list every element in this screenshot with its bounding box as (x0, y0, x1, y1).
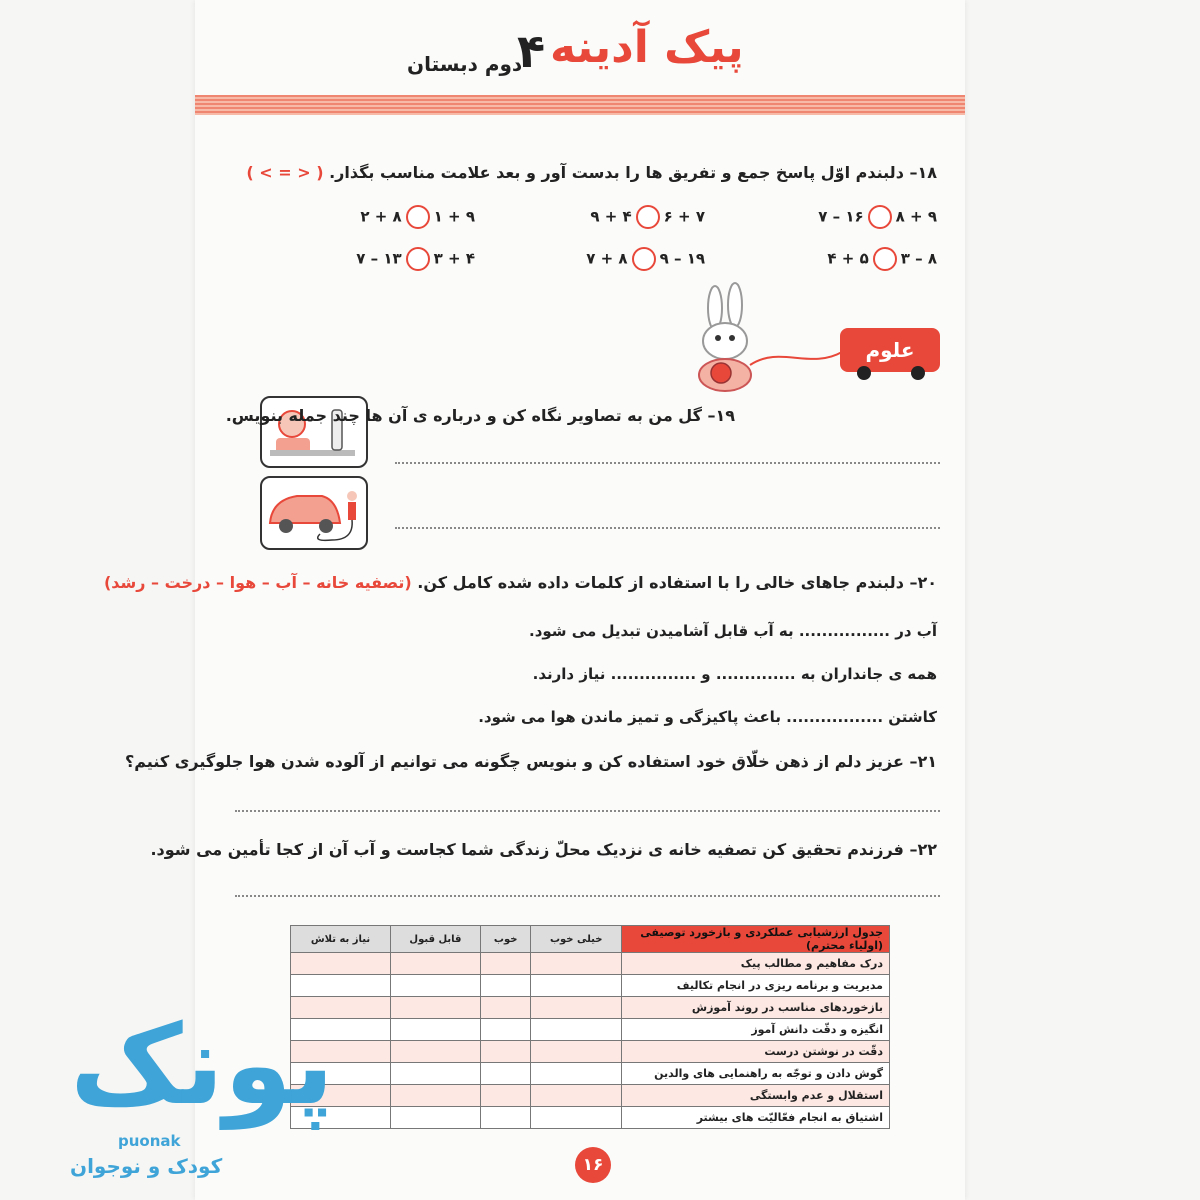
rating-cell[interactable] (390, 1041, 480, 1063)
column-header: نیاز به تلاش (291, 926, 391, 953)
comparison-left: ۱۹ – ۹ (659, 249, 705, 268)
rating-cell[interactable] (531, 953, 622, 975)
comparison-answer-circle[interactable] (873, 247, 897, 271)
question-21-text: ۲۱– عزیز دلم از ذهن خلّاق خود استفاده کن و بنویس چگونه می توانیم از آلوده شدن هوا جلوگیری کنیم؟ (124, 752, 937, 771)
rating-cell[interactable] (390, 1063, 480, 1085)
criterion-cell: مدیریت و برنامه ریزی در انجام تکالیف (622, 975, 890, 997)
comparison-item (590, 205, 705, 229)
rating-cell[interactable] (390, 1107, 480, 1129)
comparison-item (360, 205, 475, 229)
comparison-left: ۹ + ۱ (433, 207, 475, 226)
question-22-text: ۲۲– فرزندم تحقیق کن تصفیه خانه ی نزدیک محلّ زندگی شما کجاست و آب آن از کجا تأمین می شود. (150, 840, 937, 859)
comparison-right: ۱۳ – ۷ (356, 249, 402, 268)
answer-line[interactable] (395, 462, 940, 464)
column-header: خیلی خوب (531, 926, 622, 953)
booklet-title: پیک آدینه (550, 22, 744, 73)
fill-blank-line: آب در ................ به آب قابل آشامیدن تبدیل می شود. (529, 622, 937, 640)
logo-subtitle: کودک و نوجوان (70, 1154, 223, 1178)
string-icon (750, 340, 845, 370)
booklet-number: ۴ (517, 24, 546, 78)
table-row (291, 953, 890, 975)
rating-cell[interactable] (291, 975, 391, 997)
answer-line[interactable] (235, 895, 940, 897)
table-row (291, 975, 890, 997)
criterion-cell: درک مفاهیم و مطالب پیک (622, 953, 890, 975)
question-20-text: ۲۰– دلبندم جاهای خالی را با استفاده از کلمات داده شده کامل کن. (417, 573, 937, 592)
comparison-item (586, 247, 705, 271)
rating-cell[interactable] (531, 1063, 622, 1085)
comparison-right: ۱۶ – ۷ (818, 207, 864, 226)
rating-cell[interactable] (480, 997, 531, 1019)
column-header: قابل قبول (390, 926, 480, 953)
rating-cell[interactable] (480, 1041, 531, 1063)
question-20 (104, 573, 937, 592)
rating-cell[interactable] (480, 1019, 531, 1041)
table-row (291, 1019, 890, 1041)
rating-cell[interactable] (480, 953, 531, 975)
comparison-left: ۸ – ۳ (900, 249, 937, 268)
criterion-cell: اشتیاق به انجام فعّالیّت های بیشتر (622, 1107, 890, 1129)
rating-cell[interactable] (390, 1085, 480, 1107)
criterion-cell: انگیزه و دقّت دانش آموز (622, 1019, 890, 1041)
science-badge: علوم (840, 328, 940, 372)
comparison-answer-circle[interactable] (632, 247, 656, 271)
criterion-cell: گوش دادن و توجّه به راهنمایی های والدین (622, 1063, 890, 1085)
comparison-right: ۵ + ۴ (827, 249, 869, 268)
table-row (291, 1085, 890, 1107)
table-title: جدول ارزشیابی عملکردی و بازخورد توصیفی (اولیاء محترم) (622, 926, 890, 953)
comparison-answer-circle[interactable] (406, 205, 430, 229)
rating-cell[interactable] (390, 975, 480, 997)
comparison-right: ۸ + ۲ (360, 207, 402, 226)
comparison-left: ۴ + ۳ (433, 249, 475, 268)
fill-blank-line: همه ی جانداران به .............. و ............... نیاز دارند. (532, 665, 937, 683)
rating-cell[interactable] (390, 953, 480, 975)
comparison-right: ۴ + ۹ (590, 207, 632, 226)
rating-cell[interactable] (531, 1041, 622, 1063)
rating-cell[interactable] (480, 1063, 531, 1085)
comparison-answer-circle[interactable] (636, 205, 660, 229)
header-band (195, 95, 965, 115)
table-row (291, 1041, 890, 1063)
wheel-icon (911, 366, 925, 380)
table-row (291, 997, 890, 1019)
comparison-item (827, 247, 937, 271)
comparison-answer-circle[interactable] (406, 247, 430, 271)
comparison-right: ۸ + ۷ (586, 249, 628, 268)
question-20-words: (تصفیه خانه – آب – هوا – درخت – رشد) (103, 573, 412, 592)
picture-washing-car (260, 476, 368, 550)
logo-latin-text: puonak (118, 1132, 181, 1150)
question-18-signs: ( < = > ) (246, 163, 324, 182)
criterion-cell: دقّت در نوشتن درست (622, 1041, 890, 1063)
rating-cell[interactable] (531, 1019, 622, 1041)
rating-cell[interactable] (480, 1085, 531, 1107)
question-19-text: ۱۹– گل من به تصاویر نگاه کن و درباره ی آن ها چند جمله بنویس. (225, 406, 735, 425)
rating-cell[interactable] (291, 953, 391, 975)
question-18-text: ۱۸– دلبندم اوّل پاسخ جمع و تفریق ها را بدست آور و بعد علامت مناسب بگذار. (329, 163, 937, 182)
answer-line[interactable] (395, 527, 940, 529)
wheel-icon (857, 366, 871, 380)
page-number: ۱۶ (575, 1147, 611, 1183)
rating-cell[interactable] (531, 1085, 622, 1107)
rating-cell[interactable] (390, 1019, 480, 1041)
criterion-cell: استقلال و عدم وابستگی (622, 1085, 890, 1107)
fill-blank-line: کاشتن ................. باعث پاکیزگی و تمیز ماندن هوا می شود. (478, 708, 937, 726)
evaluation-table (290, 925, 890, 1129)
comparison-item (818, 205, 937, 229)
rating-cell[interactable] (390, 997, 480, 1019)
table-row (291, 1107, 890, 1129)
answer-line[interactable] (235, 810, 940, 812)
comparison-left: ۹ + ۸ (895, 207, 937, 226)
rating-cell[interactable] (480, 975, 531, 997)
comparison-answer-circle[interactable] (868, 205, 892, 229)
table-header-row (291, 926, 890, 953)
rating-cell[interactable] (531, 975, 622, 997)
comparison-item (356, 247, 475, 271)
rating-cell[interactable] (480, 1107, 531, 1129)
column-header: خوب (480, 926, 531, 953)
table-row (291, 1063, 890, 1085)
criterion-cell: بازخوردهای مناسب در روند آموزش (622, 997, 890, 1019)
rating-cell[interactable] (531, 997, 622, 1019)
question-18 (246, 163, 937, 182)
rating-cell[interactable] (531, 1107, 622, 1129)
puonak-logo: پونک (70, 1001, 335, 1129)
comparison-left: ۷ + ۶ (663, 207, 705, 226)
grade-label: دوم دبستان (407, 52, 523, 76)
